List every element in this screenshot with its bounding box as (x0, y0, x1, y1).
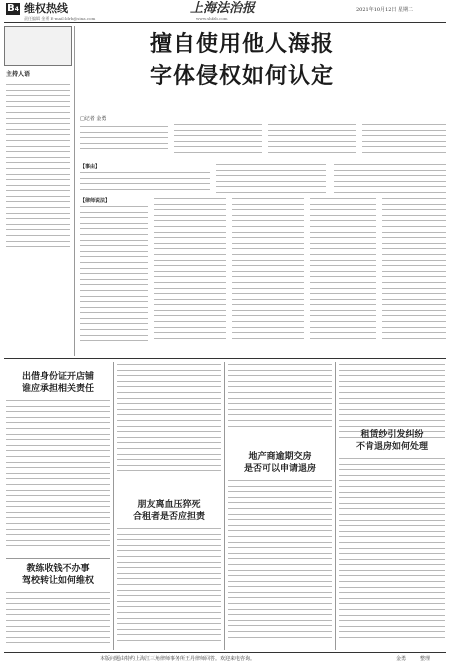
editor-line: 责任编辑 金勇 E-mail:ldrb@sina.com (24, 16, 96, 21)
page-number: 4 (14, 6, 19, 13)
law-col-3 (232, 198, 304, 352)
masthead: 上海法治报 (190, 1, 256, 16)
story-2-title-2: 驾校转让如何维权 (21, 576, 94, 586)
website: www.shfzb.com (196, 16, 228, 21)
story-2-title-1: 教练收钱不办事 (26, 564, 90, 574)
law-col-5 (382, 198, 446, 352)
header-rule (4, 22, 446, 23)
headline-line-1: 擅自使用他人海报 (150, 32, 335, 57)
law-col-2 (154, 198, 226, 352)
headline-line-2: 字体侵权如何认定 (150, 64, 335, 89)
footer-editor: 金勇 (396, 656, 407, 662)
story-3-intro (117, 364, 221, 484)
article-col-4 (362, 124, 446, 158)
sidebar (4, 26, 72, 356)
page-code-box (6, 3, 20, 15)
date-line: 2021年10月12日 星期二 (356, 7, 414, 13)
section-title: 维权热线 (24, 2, 68, 15)
col-divider-2 (224, 362, 225, 650)
story-3-title-2: 合租者是否应担责 (132, 512, 205, 522)
story-4-text (228, 480, 332, 648)
page-code: B (7, 3, 15, 14)
story-4-title-2: 是否可以申请退房 (243, 464, 316, 474)
lead-text-2 (216, 164, 326, 198)
story-1-divider (6, 558, 110, 559)
story-5-title-2: 不肯退房如何处理 (355, 442, 428, 452)
col-divider-1 (113, 362, 114, 650)
story-3-title-1: 朋友离血压猝死 (137, 500, 201, 510)
lead-heading: 【事由】 (80, 164, 101, 170)
sidebar-divider (74, 26, 75, 356)
story-4-intro (228, 364, 332, 434)
sidebar-title: 主持人语 (6, 71, 31, 78)
story-2-text (6, 592, 110, 648)
story-5-title-1: 租赁纱引发纠纷 (360, 430, 424, 440)
article-col-3 (268, 124, 356, 158)
story-3-text (117, 528, 221, 648)
col-divider-3 (335, 362, 336, 650)
story-1-text (6, 400, 110, 555)
story-1-title-1: 出借身份证开店铺 (21, 372, 94, 382)
sidebar-image (4, 26, 72, 66)
law-heading: 【律师说法】 (80, 198, 111, 204)
byline: □记者 金勇 (80, 116, 107, 122)
story-4-title-1: 地产商逾期交房 (248, 452, 312, 462)
lead-text-3 (334, 164, 446, 198)
lead-text (80, 172, 210, 198)
sidebar-text (6, 84, 70, 254)
mid-rule (4, 358, 446, 359)
article-col-1 (80, 126, 168, 156)
footer-note: 本版问题由特约上海江三角律师事务所王丹律师回答。欢迎来电咨询。 (100, 656, 256, 662)
article-col-2 (174, 124, 262, 158)
story-5-text (339, 458, 445, 648)
footer-reporter: 整理 (420, 656, 431, 662)
footer-rule (4, 652, 446, 653)
law-col-1 (80, 206, 148, 352)
story-1-title-2: 谁应承担相关责任 (21, 384, 94, 394)
law-col-4 (310, 198, 376, 352)
